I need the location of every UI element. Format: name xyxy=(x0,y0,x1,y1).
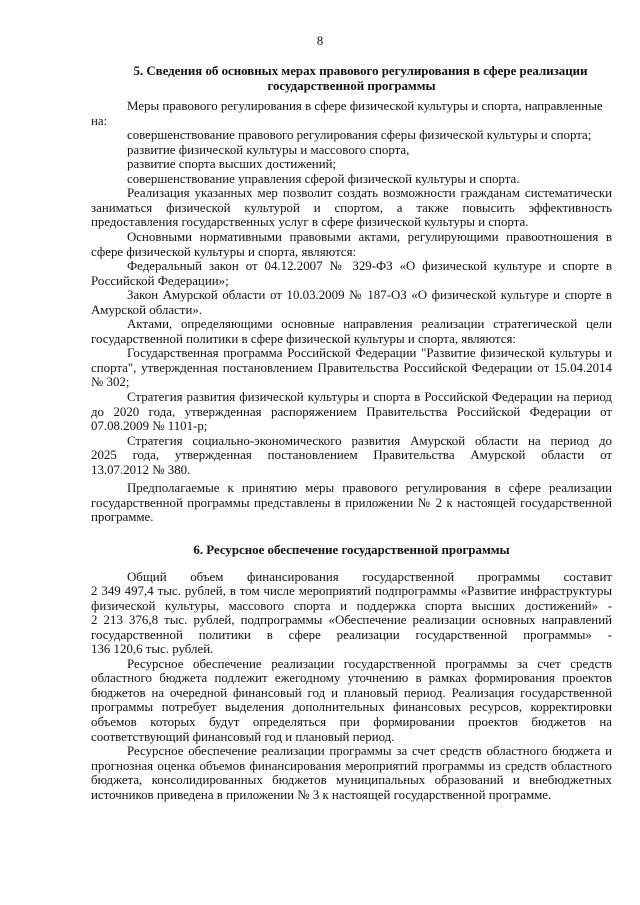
measure-list-item: совершенствование управления сферой физической культуры и спорта. xyxy=(127,171,520,186)
paragraph-total-funding-cont: 2 213 376,8 тыс. рублей, подпрограммы «Обеспечение реализации основных направлений xyxy=(91,613,612,628)
paragraph-total-funding-cont: 2 349 497,4 тыс. рублей, в том числе мероприятий подпрограммы «Развитие инфраструктуры xyxy=(91,584,612,599)
paragraph-realization: Реализация указанных мер позволит создать возможности гражданам систематически заниматься физической культурой и спортом, а также повысить эффективность предоставления государственных услуг в сфере физической культуры и спорта. xyxy=(91,186,612,230)
paragraph-strategy-amur-cont: 2025 года, утвержденная постановлением Правительства Амурской области от xyxy=(91,448,612,463)
paragraph-total-funding: Общий объем финансирования государственной программы составит xyxy=(127,569,612,584)
paragraph-forecast: Ресурсное обеспечение реализации программы за счет средств областного бюджета и прогнозная оценка объемов финансирования мероприятий программы из средств областного бюджета, консолидированных бюджетов муниципальных образований и внебюджетных источников приведена в приложении № 3 к настоящей государственной программе. xyxy=(91,744,612,802)
section-5-intro-cont: на: xyxy=(91,113,108,128)
section-6-heading: 6. Ресурсное обеспечение государственной программы xyxy=(193,542,510,557)
paragraph-acts-strategy: Актами, определяющими основные направления реализации стратегической цели государственной политики в сфере физической культуры и спорта, являются: xyxy=(91,317,612,346)
page-number: 8 xyxy=(316,34,324,48)
paragraph-proposed-measures: Предполагаемые к принятию меры правового регулирования в сфере реализации государственной программы представлены в приложении № 2 к настоящей государственной программе. xyxy=(91,481,612,525)
measure-list-item: совершенствование правового регулирования сферы физической культуры и спорта; xyxy=(127,128,592,143)
paragraph-regional-budget: Ресурсное обеспечение реализации государственной программы за счет средств областного бюджета подлежит ежегодному уточнению в рамках формирования проектов бюджетов на очередной финансовый год и плановый период. Реализация государственной программы потребует выделения дополнительных финансовых ресурсов, корректировки объемов которых будут определяться при формировании проектов бюджетов на соответствующий финансовый год и плановый период. xyxy=(91,656,612,744)
paragraph-main-acts: Основными нормативными правовыми актами, регулирующими правоотношения в сфере физической культуры и спорта, являются: xyxy=(91,230,612,259)
measure-list-item: развитие физической культуры и массового спорта, xyxy=(127,142,410,157)
paragraph-amur-law: Закон Амурской области от 10.03.2009 № 187-ОЗ «О физической культуре и спорте в Амурской области». xyxy=(91,288,612,317)
section-5-heading-cont: государственной программы xyxy=(267,78,436,93)
page-content xyxy=(91,64,612,802)
paragraph-strategy-2020: Стратегия развития физической культуры и спорта в Российской Федерации на период до 2020 года, утвержденная распоряжением Правительства Российской Федерации от 07.08.2009 № 1101-р; xyxy=(91,390,612,434)
measure-list-item: развитие спорта высших достижений; xyxy=(127,157,337,172)
paragraph-total-funding-end: 136 120,6 тыс. рублей. xyxy=(91,642,214,657)
paragraph-strategy-amur-end: 13.07.2012 № 380. xyxy=(91,462,191,477)
paragraph-state-program: Государственная программа Российской Федерации "Развитие физической культуры и спорта", утвержденная постановлением Правительства Российской Федерации от 15.04.2014 № 302; xyxy=(91,346,612,390)
section-5-intro: Меры правового регулирования в сфере физической культуры и спорта, направленные xyxy=(127,99,603,114)
paragraph-federal-law: Федеральный закон от 04.12.2007 № 329-ФЗ «О физической культуре и спорте в Российской Федерации»; xyxy=(91,259,612,288)
paragraph-strategy-amur: Стратегия социально-экономического развития Амурской области на период до xyxy=(127,433,612,448)
section-5-heading: 5. Сведения об основных мерах правового регулирования в сфере реализации xyxy=(133,64,588,78)
paragraph-total-funding-cont: государственной политики в сфере реализации государственной программы» - xyxy=(91,627,612,642)
paragraph-total-funding-cont: физической культуры, массового спорта и поддержка спорта высших достижений» - xyxy=(91,598,612,613)
